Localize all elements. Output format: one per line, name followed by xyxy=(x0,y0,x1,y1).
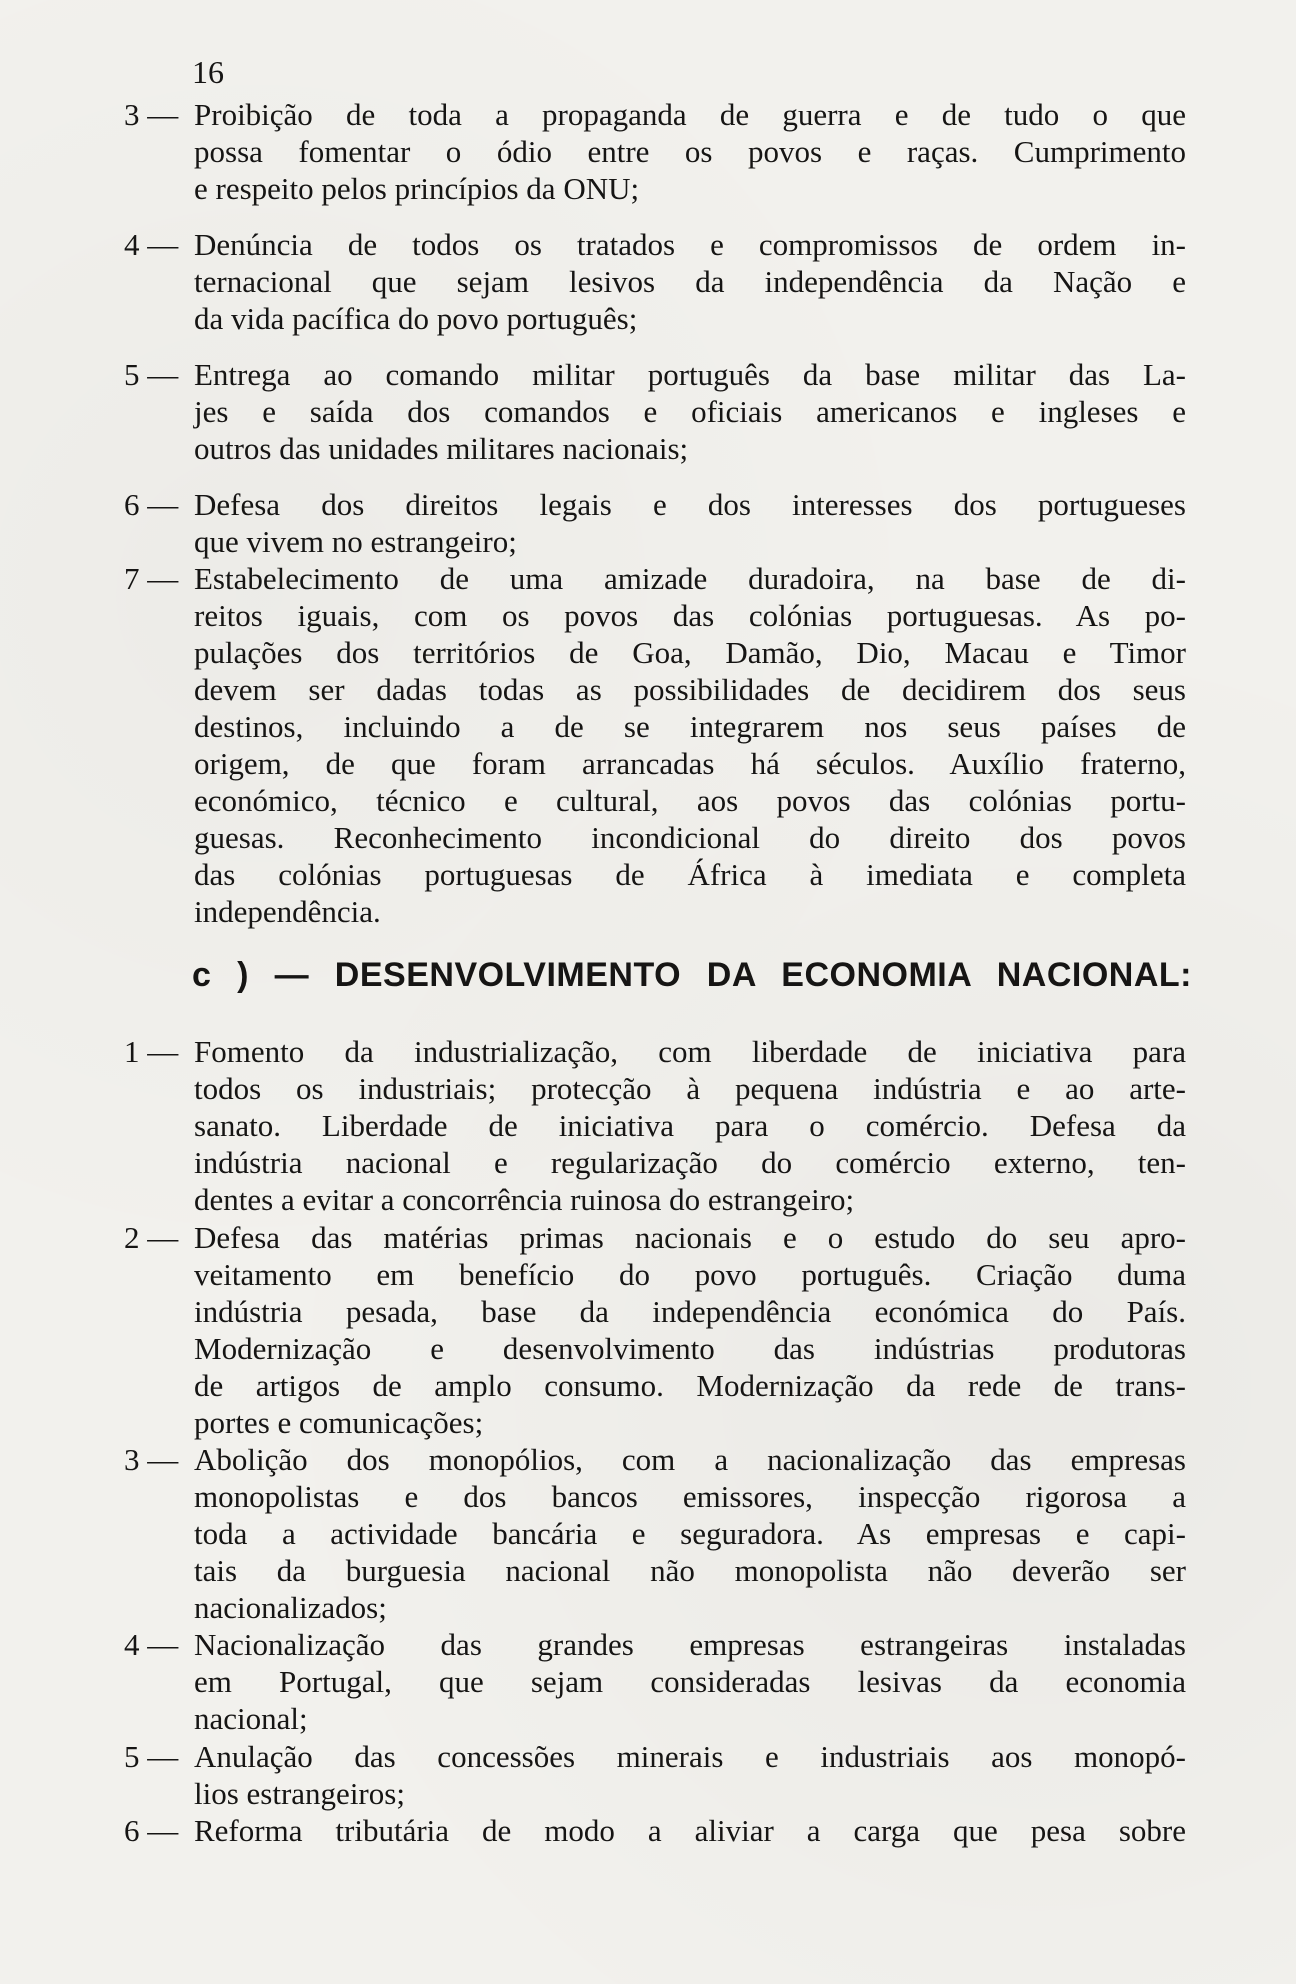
item-text-line: tais da burguesia nacional não monopolista não deverão ser xyxy=(194,1553,1186,1588)
item-number: 3 — xyxy=(124,1442,179,1477)
item-number: 7 — xyxy=(124,561,179,596)
item-text-line: indústria nacional e regularização do comércio externo, ten- xyxy=(194,1145,1186,1180)
item-text-line: Denúncia de todos os tratados e compromissos de ordem in- xyxy=(194,227,1186,262)
item-text-line: todos os industriais; protecção à pequena indústria e ao arte- xyxy=(194,1071,1186,1106)
item-text-line: portes e comunicações; xyxy=(194,1405,484,1440)
item-text-line: das colónias portuguesas de África à imediata e completa xyxy=(194,857,1186,892)
item-text-line: Fomento da industrialização, com liberdade de iniciativa para xyxy=(194,1034,1186,1069)
item-text-line: que vivem no estrangeiro; xyxy=(194,524,517,559)
item-text-line: sanato. Liberdade de iniciativa para o comércio. Defesa da xyxy=(194,1108,1186,1143)
item-text-line: indústria pesada, base da independência económica do País. xyxy=(194,1294,1186,1329)
item-number: 3 — xyxy=(124,97,179,132)
page-number: 16 xyxy=(192,54,224,90)
item-number: 1 — xyxy=(124,1034,179,1069)
item-number: 4 — xyxy=(124,1627,179,1662)
item-number: 6 — xyxy=(124,1813,179,1848)
item-text-line: lios estrangeiros; xyxy=(194,1776,405,1811)
item-text-line: Defesa das matérias primas nacionais e o estudo do seu apro- xyxy=(194,1220,1186,1255)
item-number: 2 — xyxy=(124,1220,179,1255)
section-heading: c ) — DESENVOLVIMENTO DA ECONOMIA NACIONAL: xyxy=(192,956,1192,994)
item-text-line: e respeito pelos princípios da ONU; xyxy=(194,171,640,206)
item-number: 5 — xyxy=(124,1739,179,1774)
item-text-line: destinos, incluindo a de se integrarem nos seus países de xyxy=(194,709,1186,744)
item-text-line: veitamento em benefício do povo português. Criação duma xyxy=(194,1257,1186,1292)
item-text-line: monopolistas e dos bancos emissores, inspecção rigorosa a xyxy=(194,1479,1186,1514)
item-text-line: possa fomentar o ódio entre os povos e raças. Cumprimento xyxy=(194,134,1186,169)
item-text-line: Nacionalização das grandes empresas estrangeiras instaladas xyxy=(194,1627,1186,1662)
item-text-line: Defesa dos direitos legais e dos interesses dos portugueses xyxy=(194,487,1186,522)
item-text-line: jes e saída dos comandos e oficiais americanos e ingleses e xyxy=(194,394,1186,429)
item-text-line: nacionalizados; xyxy=(194,1590,387,1625)
item-number: 6 — xyxy=(124,487,179,522)
item-text-line: independência. xyxy=(194,894,381,929)
item-text-line: toda a actividade bancária e seguradora. As empresas e capi- xyxy=(194,1516,1186,1551)
item-text-line: devem ser dadas todas as possibilidades de decidirem dos seus xyxy=(194,672,1186,707)
item-text-line: Estabelecimento de uma amizade duradoira, na base de di- xyxy=(194,561,1186,596)
item-text-line: pulações dos territórios de Goa, Damão, Dio, Macau e Timor xyxy=(194,635,1186,670)
item-text-line: nacional; xyxy=(194,1701,308,1736)
item-text-line: Entrega ao comando militar português da base militar das La- xyxy=(194,357,1186,392)
item-text-line: em Portugal, que sejam consideradas lesivas da economia xyxy=(194,1664,1186,1699)
item-text-line: ternacional que sejam lesivos da independência da Nação e xyxy=(194,264,1186,299)
item-text-line: guesas. Reconhecimento incondicional do direito dos povos xyxy=(194,820,1186,855)
item-text-line: dentes a evitar a concorrência ruinosa do estrangeiro; xyxy=(194,1182,855,1217)
item-text-line: económico, técnico e cultural, aos povos das colónias portu- xyxy=(194,783,1186,818)
item-text-line: Abolição dos monopólios, com a nacionalização das empresas xyxy=(194,1442,1186,1477)
item-number: 5 — xyxy=(124,357,179,392)
item-text-line: reitos iguais, com os povos das colónias portuguesas. As po- xyxy=(194,598,1186,633)
item-text-line: Anulação das concessões minerais e industriais aos monopó- xyxy=(194,1739,1186,1774)
item-text-line: de artigos de amplo consumo. Modernização da rede de trans- xyxy=(194,1368,1186,1403)
item-text-line: Proibição de toda a propaganda de guerra e de tudo o que xyxy=(194,97,1186,132)
item-text-line: Modernização e desenvolvimento das indústrias produtoras xyxy=(194,1331,1186,1366)
item-number: 4 — xyxy=(124,227,179,262)
item-text-line: origem, de que foram arrancadas há séculos. Auxílio fraterno, xyxy=(194,746,1186,781)
item-text-line: outros das unidades militares nacionais; xyxy=(194,431,689,466)
item-text-line: da vida pacífica do povo português; xyxy=(194,301,638,336)
item-text-line: Reforma tributária de modo a aliviar a carga que pesa sobre xyxy=(194,1813,1186,1848)
